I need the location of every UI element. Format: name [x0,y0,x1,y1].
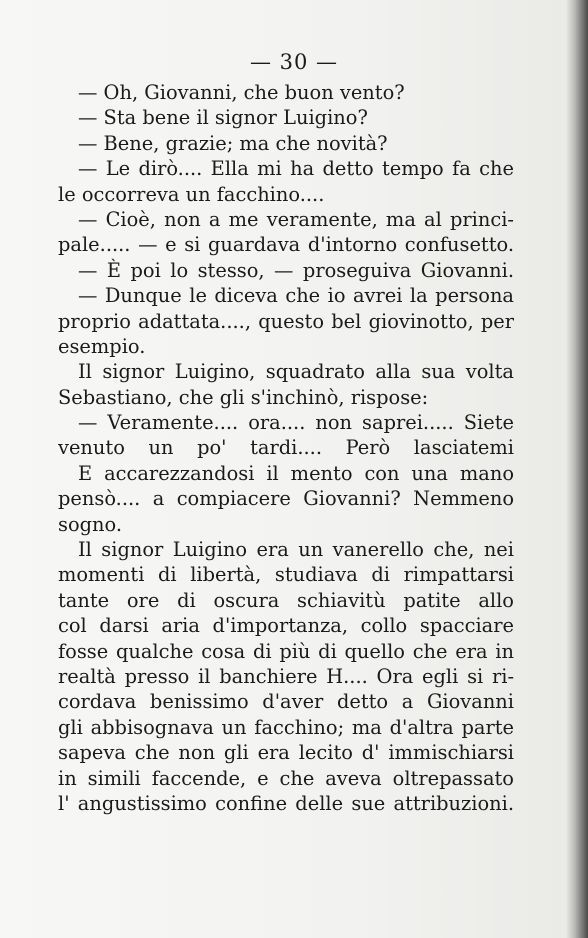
text-line: Il signor Luigino era un vanerello che, nei [78,538,514,562]
text-line: — Veramente.... ora.... non saprei..... Siete [78,411,514,435]
text-line: — Sta bene il signor Luigino? [78,106,368,130]
text-line: sogno. [58,512,123,536]
text-line: le occorreva un facchino.... [58,182,325,206]
text-line: proprio adattata...., questo bel giovinotto, per [58,309,514,333]
text-line: — Dunque le diceva che io avrei la persona [78,284,514,308]
text-line: — È poi lo stesso, — proseguiva Giovanni. [78,258,514,282]
text-line: fosse qualche cosa di più di quello che era in [58,639,514,663]
body-text [58,80,514,816]
text-line: momenti di libertà, studiava di rimpattarsi [58,563,514,587]
text-line: realtà presso il banchiere H.... Ora egli si ri- [58,664,514,688]
text-line: col darsi aria d'importanza, collo spacciare [58,614,514,638]
text-line: tante ore di oscura schiavitù patite allo [58,588,514,612]
text-line: — Cioè, non a me veramente, ma al princi- [78,207,514,231]
text-line: Il signor Luigino, squadrato alla sua volta [78,360,514,384]
text-line: — Bene, grazie; ma che novità? [78,131,388,155]
text-line: sapeva che non gli era lecito d' immischiarsi [58,741,514,765]
book-spine-shadow [566,0,588,938]
text-line: Sebastiano, che gli s'inchinò, rispose: [58,385,429,409]
text-line: cordava benissimo d'aver detto a Giovanni [58,690,514,714]
text-line: pensò.... a compiacere Giovanni? Nemmeno [58,487,514,511]
text-line: pale..... — e si guardava d'intorno confusetto. [58,233,514,257]
text-line: esempio. [58,334,146,358]
page-number: — 30 — [249,50,339,74]
text-line: gli abbisognava un facchino; ma d'altra parte [58,715,514,739]
text-line: — Le dirò.... Ella mi ha detto tempo fa che [78,157,514,181]
text-line: in simili faccende, e che aveva oltrepassato [58,766,514,790]
text-line: E accarezzandosi il mento con una mano [78,461,514,485]
text-line: venuto un po' tardi.... Però lasciatemi [58,436,514,460]
text-line: — Oh, Giovanni, che buon vento? [78,81,405,104]
text-line: l' angustissimo confine delle sue attribuzioni. [58,791,514,815]
